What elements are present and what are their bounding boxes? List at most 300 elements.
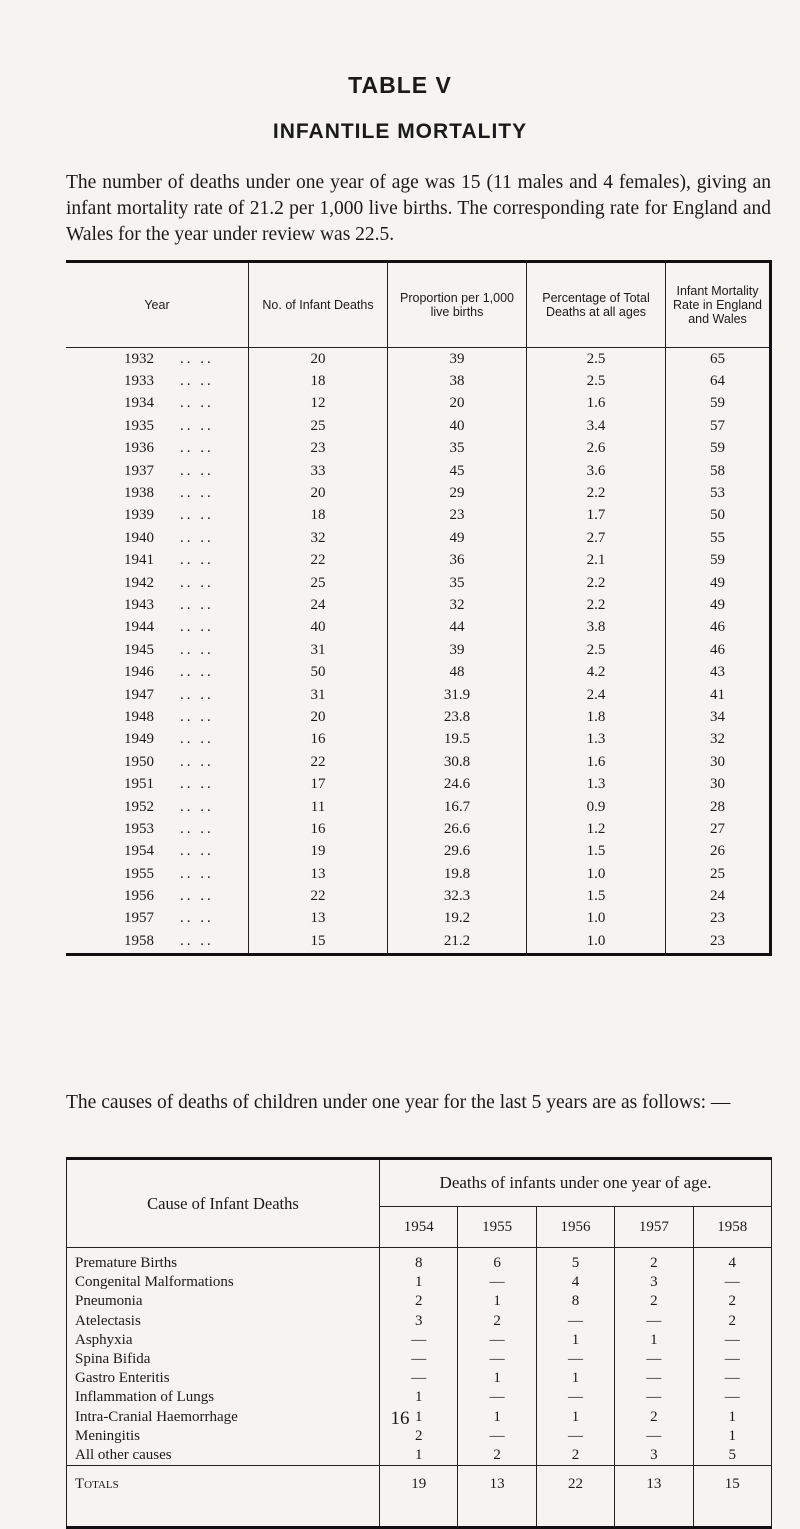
- year-cell: [66, 863, 249, 885]
- count-cell: 1: [693, 1427, 772, 1446]
- value-cell: 55: [666, 527, 771, 549]
- value-cell: 4.2: [527, 661, 666, 683]
- value-cell: 30: [666, 773, 771, 795]
- count-cell: —: [615, 1388, 693, 1407]
- value-cell: 36: [388, 550, 527, 572]
- count-cell: 5: [693, 1446, 772, 1466]
- count-cell: 2: [693, 1312, 772, 1331]
- value-cell: 26.6: [388, 818, 527, 840]
- count-cell: 22: [536, 1466, 614, 1528]
- count-cell: 2: [536, 1446, 614, 1466]
- value-cell: 31.9: [388, 684, 527, 706]
- value-cell: 29: [388, 482, 527, 504]
- value-cell: 33: [249, 460, 388, 482]
- value-cell: 41: [666, 684, 771, 706]
- count-cell: 4: [536, 1273, 614, 1292]
- value-cell: 22: [249, 550, 388, 572]
- page-title: INFANTILE MORTALITY: [272, 120, 528, 143]
- value-cell: 1.3: [527, 729, 666, 751]
- count-cell: 1: [458, 1292, 536, 1311]
- infant-mortality-table: [66, 260, 772, 956]
- year-value: 1949: [124, 731, 154, 748]
- value-cell: 22: [249, 751, 388, 773]
- cause-cell: [67, 1273, 380, 1292]
- value-cell: 12: [249, 393, 388, 415]
- cause-label: Pneumonia: [75, 1293, 143, 1310]
- count-cell: 1: [458, 1369, 536, 1388]
- leader-dots: .. ..: [180, 417, 214, 434]
- leader-dots: .. ..: [180, 641, 214, 658]
- cause-label: Congenital Malformations: [75, 1274, 234, 1291]
- table-row: [67, 1248, 772, 1274]
- count-cell: 13: [615, 1466, 693, 1528]
- table-row: [67, 1388, 772, 1407]
- count-cell: 2: [615, 1248, 693, 1274]
- cause-label: Asphyxia: [75, 1331, 133, 1348]
- value-cell: 1.7: [527, 505, 666, 527]
- year-cell: [66, 460, 249, 482]
- table-row: [66, 885, 771, 907]
- year-cell: [66, 505, 249, 527]
- count-cell: 1: [536, 1331, 614, 1350]
- year-value: 1932: [124, 350, 154, 367]
- count-cell: —: [693, 1369, 772, 1388]
- year-value: 1955: [124, 865, 154, 882]
- cause-label: All other causes: [75, 1446, 172, 1463]
- value-cell: 23: [249, 438, 388, 460]
- value-cell: 30: [666, 751, 771, 773]
- table-row: [66, 348, 771, 371]
- year-value: 1941: [124, 552, 154, 569]
- value-cell: 53: [666, 482, 771, 504]
- cause-label: Atelectasis: [75, 1312, 141, 1329]
- cause-label: Premature Births: [75, 1255, 178, 1272]
- year-cell: [66, 818, 249, 840]
- value-cell: 57: [666, 415, 771, 437]
- count-cell: —: [536, 1427, 614, 1446]
- table-row: [66, 438, 771, 460]
- value-cell: 35: [388, 438, 527, 460]
- year-cell: [66, 930, 249, 954]
- count-cell: 19: [380, 1466, 458, 1528]
- year-value: 1952: [124, 798, 154, 815]
- value-cell: 2.4: [527, 684, 666, 706]
- value-cell: 16: [249, 818, 388, 840]
- table-row: [66, 393, 771, 415]
- value-cell: 59: [666, 438, 771, 460]
- count-cell: 3: [615, 1273, 693, 1292]
- value-cell: 25: [249, 572, 388, 594]
- value-cell: 2.5: [527, 370, 666, 392]
- value-cell: 3.6: [527, 460, 666, 482]
- header-rate: Infant Mortality Rate in England and Wales: [666, 262, 771, 348]
- value-cell: 49: [666, 572, 771, 594]
- value-cell: 31: [249, 639, 388, 661]
- value-cell: 2.2: [527, 482, 666, 504]
- value-cell: 2.1: [527, 550, 666, 572]
- count-cell: —: [693, 1350, 772, 1369]
- value-cell: 39: [388, 639, 527, 661]
- leader-dots: .. ..: [180, 932, 214, 949]
- value-cell: 38: [388, 370, 527, 392]
- year-value: 1943: [124, 596, 154, 613]
- count-cell: 5: [536, 1248, 614, 1274]
- value-cell: 23: [666, 930, 771, 954]
- value-cell: 23: [388, 505, 527, 527]
- value-cell: 32: [388, 594, 527, 616]
- year-cell: [66, 482, 249, 504]
- value-cell: 50: [249, 661, 388, 683]
- header-deaths: No. of Infant Deaths: [249, 262, 388, 348]
- leader-dots: .. ..: [180, 552, 214, 569]
- value-cell: 13: [249, 863, 388, 885]
- value-cell: 45: [388, 460, 527, 482]
- cause-cell: [67, 1292, 380, 1311]
- year-cell: [66, 796, 249, 818]
- table-row: [66, 773, 771, 795]
- table-row: [66, 661, 771, 683]
- count-cell: 13: [458, 1466, 536, 1528]
- value-cell: 30.8: [388, 751, 527, 773]
- cause-label: Inflammation of Lungs: [75, 1389, 215, 1406]
- value-cell: 22: [249, 885, 388, 907]
- header-year-1956: 1956: [536, 1207, 614, 1248]
- year-cell: [66, 908, 249, 930]
- count-cell: 3: [615, 1446, 693, 1466]
- year-value: 1947: [124, 686, 154, 703]
- value-cell: 17: [249, 773, 388, 795]
- year-cell: [66, 594, 249, 616]
- value-cell: 29.6: [388, 841, 527, 863]
- table-row: [66, 684, 771, 706]
- value-cell: 49: [388, 527, 527, 549]
- count-cell: —: [458, 1331, 536, 1350]
- value-cell: 19.8: [388, 863, 527, 885]
- value-cell: 27: [666, 818, 771, 840]
- value-cell: 64: [666, 370, 771, 392]
- header-deaths-group: Deaths of infants under one year of age.: [380, 1159, 772, 1207]
- count-cell: —: [615, 1312, 693, 1331]
- value-cell: 39: [388, 348, 527, 371]
- value-cell: 59: [666, 393, 771, 415]
- year-value: 1946: [124, 664, 154, 681]
- causes-intro-paragraph: The causes of deaths of children under one year for the last 5 years are as follows: —: [66, 1092, 731, 1113]
- cause-cell: [67, 1331, 380, 1350]
- leader-dots: .. ..: [180, 596, 214, 613]
- table-row: [67, 1273, 772, 1292]
- value-cell: 3.4: [527, 415, 666, 437]
- value-cell: 19.2: [388, 908, 527, 930]
- value-cell: 20: [249, 706, 388, 728]
- year-cell: [66, 393, 249, 415]
- value-cell: 1.6: [527, 751, 666, 773]
- leader-dots: .. ..: [180, 395, 214, 412]
- year-cell: [66, 527, 249, 549]
- value-cell: 40: [249, 617, 388, 639]
- count-cell: —: [458, 1273, 536, 1292]
- year-value: 1933: [124, 373, 154, 390]
- count-cell: 3: [380, 1312, 458, 1331]
- count-cell: 2: [615, 1408, 693, 1427]
- count-cell: 15: [693, 1466, 772, 1528]
- count-cell: 2: [693, 1292, 772, 1311]
- cause-cell: [67, 1466, 380, 1528]
- year-cell: [66, 841, 249, 863]
- table-row: [67, 1292, 772, 1311]
- value-cell: 1.0: [527, 930, 666, 954]
- year-cell: [66, 684, 249, 706]
- table-row: [66, 863, 771, 885]
- table-row: [66, 841, 771, 863]
- value-cell: 1.0: [527, 908, 666, 930]
- value-cell: 25: [249, 415, 388, 437]
- year-value: 1938: [124, 485, 154, 502]
- year-cell: [66, 348, 249, 371]
- year-value: 1957: [124, 910, 154, 927]
- value-cell: 31: [249, 684, 388, 706]
- cause-label: Intra-Cranial Haemorrhage: [75, 1408, 238, 1425]
- year-value: 1950: [124, 753, 154, 770]
- count-cell: 1: [380, 1446, 458, 1466]
- value-cell: 2.2: [527, 594, 666, 616]
- leader-dots: .. ..: [180, 776, 214, 793]
- leader-dots: .. ..: [180, 619, 214, 636]
- leader-dots: .. ..: [180, 843, 214, 860]
- year-cell: [66, 617, 249, 639]
- year-cell: [66, 729, 249, 751]
- cause-cell: [67, 1312, 380, 1331]
- value-cell: 19: [249, 841, 388, 863]
- value-cell: 2.6: [527, 438, 666, 460]
- count-cell: 1: [536, 1369, 614, 1388]
- value-cell: 34: [666, 706, 771, 728]
- value-cell: 43: [666, 661, 771, 683]
- leader-dots: .. ..: [180, 731, 214, 748]
- table-row: [67, 1369, 772, 1388]
- value-cell: 15: [249, 930, 388, 954]
- count-cell: 1: [693, 1408, 772, 1427]
- year-value: 1937: [124, 462, 154, 479]
- cause-label: Gastro Enteritis: [75, 1370, 170, 1387]
- leader-dots: .. ..: [180, 910, 214, 927]
- value-cell: 16: [249, 729, 388, 751]
- year-value: 1935: [124, 417, 154, 434]
- leader-dots: .. ..: [180, 529, 214, 546]
- year-cell: [66, 751, 249, 773]
- count-cell: —: [458, 1427, 536, 1446]
- value-cell: 25: [666, 863, 771, 885]
- year-value: 1945: [124, 641, 154, 658]
- value-cell: 32: [666, 729, 771, 751]
- value-cell: 58: [666, 460, 771, 482]
- value-cell: 18: [249, 505, 388, 527]
- value-cell: 1.5: [527, 885, 666, 907]
- table-row: [66, 572, 771, 594]
- table-row: [66, 796, 771, 818]
- intro-paragraph: The number of deaths under one year of age was 15 (11 males and 4 females), giving an infant mortality rate of 21.2 per 1,000 live births. The corresponding rate for England and Wales for the year under review was 22.5.: [66, 172, 771, 245]
- value-cell: 20: [249, 482, 388, 504]
- value-cell: 1.0: [527, 863, 666, 885]
- value-cell: 24.6: [388, 773, 527, 795]
- table-row: [66, 370, 771, 392]
- count-cell: 1: [380, 1273, 458, 1292]
- value-cell: 28: [666, 796, 771, 818]
- table-row: [66, 415, 771, 437]
- value-cell: 24: [249, 594, 388, 616]
- count-cell: —: [536, 1312, 614, 1331]
- year-cell: [66, 438, 249, 460]
- value-cell: 35: [388, 572, 527, 594]
- cause-label: Spina Bifida: [75, 1351, 151, 1368]
- leader-dots: .. ..: [180, 708, 214, 725]
- value-cell: 20: [249, 348, 388, 371]
- count-cell: —: [615, 1427, 693, 1446]
- count-cell: 1: [458, 1408, 536, 1427]
- value-cell: 2.2: [527, 572, 666, 594]
- count-cell: —: [693, 1273, 772, 1292]
- table-row: [66, 460, 771, 482]
- year-cell: [66, 885, 249, 907]
- value-cell: 46: [666, 639, 771, 661]
- header-year-1958: 1958: [693, 1207, 772, 1248]
- value-cell: 20: [388, 393, 527, 415]
- count-cell: 8: [536, 1292, 614, 1311]
- count-cell: 1: [615, 1331, 693, 1350]
- year-cell: [66, 370, 249, 392]
- year-value: 1940: [124, 529, 154, 546]
- count-cell: —: [380, 1369, 458, 1388]
- year-cell: [66, 550, 249, 572]
- year-value: 1954: [124, 843, 154, 860]
- value-cell: 40: [388, 415, 527, 437]
- table-row: [66, 706, 771, 728]
- count-cell: 6: [458, 1248, 536, 1274]
- count-cell: —: [536, 1350, 614, 1369]
- value-cell: 2.5: [527, 639, 666, 661]
- count-cell: —: [693, 1331, 772, 1350]
- table-row: [66, 639, 771, 661]
- value-cell: 59: [666, 550, 771, 572]
- table-row: [66, 527, 771, 549]
- totals-row: [67, 1466, 772, 1528]
- value-cell: 13: [249, 908, 388, 930]
- value-cell: 48: [388, 661, 527, 683]
- causes-table: [66, 1157, 772, 1529]
- leader-dots: .. ..: [180, 888, 214, 905]
- leader-dots: .. ..: [180, 440, 214, 457]
- count-cell: 8: [380, 1248, 458, 1274]
- value-cell: 11: [249, 796, 388, 818]
- year-value: 1939: [124, 507, 154, 524]
- cause-cell: [67, 1350, 380, 1369]
- value-cell: 24: [666, 885, 771, 907]
- count-cell: —: [458, 1350, 536, 1369]
- count-cell: —: [615, 1350, 693, 1369]
- count-cell: 1: [536, 1408, 614, 1427]
- value-cell: 2.5: [527, 348, 666, 371]
- leader-dots: .. ..: [180, 798, 214, 815]
- year-value: 1936: [124, 440, 154, 457]
- count-cell: —: [615, 1369, 693, 1388]
- header-year-1954: 1954: [380, 1207, 458, 1248]
- year-cell: [66, 773, 249, 795]
- value-cell: 1.2: [527, 818, 666, 840]
- value-cell: 1.6: [527, 393, 666, 415]
- table-row: [67, 1446, 772, 1466]
- year-cell: [66, 661, 249, 683]
- cause-cell: [67, 1446, 380, 1466]
- leader-dots: .. ..: [180, 574, 214, 591]
- leader-dots: .. ..: [180, 664, 214, 681]
- leader-dots: .. ..: [180, 485, 214, 502]
- value-cell: 44: [388, 617, 527, 639]
- leader-dots: .. ..: [180, 373, 214, 390]
- leader-dots: .. ..: [180, 350, 214, 367]
- value-cell: 2.7: [527, 527, 666, 549]
- leader-dots: .. ..: [180, 686, 214, 703]
- header-year-1957: 1957: [615, 1207, 693, 1248]
- table-row: [66, 482, 771, 504]
- cause-cell: [67, 1369, 380, 1388]
- header-year: Year: [66, 262, 249, 348]
- year-value: 1934: [124, 395, 154, 412]
- table-row: [67, 1312, 772, 1331]
- value-cell: 32: [249, 527, 388, 549]
- value-cell: 1.8: [527, 706, 666, 728]
- count-cell: 4: [693, 1248, 772, 1274]
- year-value: 1953: [124, 820, 154, 837]
- cause-label: Meningitis: [75, 1427, 141, 1444]
- year-value: 1944: [124, 619, 154, 636]
- table-row: [66, 930, 771, 954]
- value-cell: 16.7: [388, 796, 527, 818]
- cause-cell: [67, 1388, 380, 1407]
- count-cell: —: [458, 1388, 536, 1407]
- table-row: [66, 617, 771, 639]
- year-cell: [66, 415, 249, 437]
- value-cell: 0.9: [527, 796, 666, 818]
- header-proportion: Proportion per 1,000 live births: [388, 262, 527, 348]
- year-value: 1956: [124, 888, 154, 905]
- count-cell: 1: [380, 1388, 458, 1407]
- value-cell: 18: [249, 370, 388, 392]
- value-cell: 26: [666, 841, 771, 863]
- value-cell: 19.5: [388, 729, 527, 751]
- leader-dots: .. ..: [180, 820, 214, 837]
- value-cell: 46: [666, 617, 771, 639]
- header-cause: Cause of Infant Deaths: [67, 1159, 380, 1248]
- table-row: [66, 818, 771, 840]
- leader-dots: .. ..: [180, 865, 214, 882]
- count-cell: —: [693, 1388, 772, 1407]
- year-value: 1942: [124, 574, 154, 591]
- table-row: [66, 550, 771, 572]
- value-cell: 32.3: [388, 885, 527, 907]
- header-percentage: Percentage of Total Deaths at all ages: [527, 262, 666, 348]
- value-cell: 65: [666, 348, 771, 371]
- count-cell: 2: [615, 1292, 693, 1311]
- header-year-1955: 1955: [458, 1207, 536, 1248]
- count-cell: 2: [380, 1292, 458, 1311]
- table-row: [66, 505, 771, 527]
- value-cell: 50: [666, 505, 771, 527]
- leader-dots: .. ..: [180, 507, 214, 524]
- count-cell: 2: [380, 1427, 458, 1446]
- cause-cell: [67, 1248, 380, 1274]
- table-row: [66, 594, 771, 616]
- leader-dots: .. ..: [180, 462, 214, 479]
- cause-label: Totals: [75, 1476, 119, 1493]
